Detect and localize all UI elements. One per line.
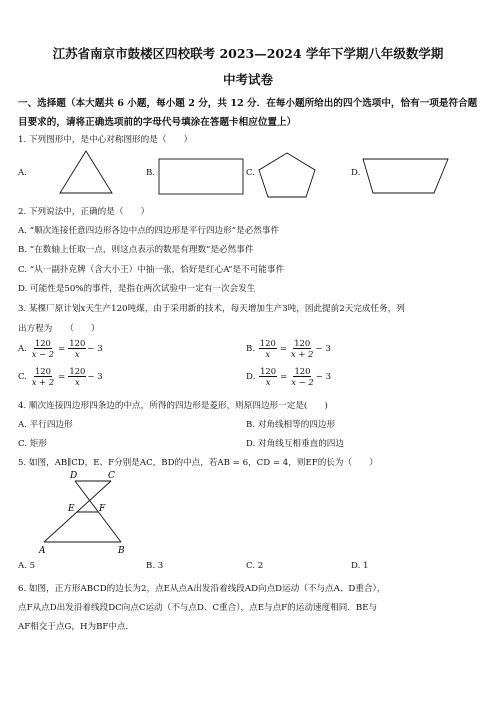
q4-option-b: B. 对角线相等的四边形 <box>246 420 336 430</box>
q2-option-b: B. “在数轴上任取一点，则这点表示的数是有理数”是必然事件 <box>18 245 254 255</box>
q6-line1: 6. 如图，正方形ABCD的边长为2，点E从点A出发沿着线段AD向点D运动（不与点A、D重合）， <box>18 584 386 594</box>
q3-stem-line1: 3. 某棵厂原计划x天生产120吨煤，由于采用新的技术，每天增加生产3吨，因此提前2天完成任务，列 <box>18 304 405 314</box>
q3-option-b: B. $\frac{120}{x}$ = $\frac{120}{x + 2}$ − 3 <box>246 338 331 359</box>
label-a: A <box>39 546 46 556</box>
q1-option-c-label: C. <box>246 168 256 178</box>
q3-option-c: C. $\frac{120}{x + 2}$ = $\frac{120}{x}$ − 3 <box>18 366 103 387</box>
q3-option-a: A. $\frac{120}{x - 2}$ = $\frac{120}{x}$ − 3 <box>18 338 103 359</box>
segment-bd <box>75 481 121 542</box>
q5-option-a: A. 5 <box>18 561 36 571</box>
label-e: E <box>68 504 75 514</box>
q1-option-b-label: B. <box>146 168 156 178</box>
q6-line2: 点F从点D出发沿着线段DC向点C运动（不与点D、C重合），点E与点F的运动速度相同．BE与 <box>18 603 378 613</box>
q3-stem-line2: 出方程为 （ ） <box>18 324 100 334</box>
q1-stem: 1. 下列图形中，是中心对称图形的是（ ） <box>18 135 193 145</box>
q1-option-a-label: A. <box>18 168 27 178</box>
q4-option-a: A. 平行四边形 <box>18 420 73 430</box>
section-heading: 一、选择题（本大题共 6 小题，每小题 2 分，共 12 分．在每小题所给出的四个选项中，恰有一项是符合题目要求的，请将正确选项前的字母代号填涂在答题卡相应位置上） <box>18 98 478 128</box>
label-f: F <box>99 504 106 514</box>
label-d: D <box>70 471 78 481</box>
q5-stem: 5. 如图，AB∥CD，E、F分别是AC，BD的中点，若AB = 6，CD = 4，则EF的长为（ ） <box>18 458 378 468</box>
exam-title-line2: 中考试卷 <box>222 72 273 87</box>
q4-option-c: C. 矩形 <box>18 439 47 449</box>
q5-option-d: D. 1 <box>351 561 369 571</box>
q4-option-d: D. 对角线互相垂直的四边 <box>246 439 344 449</box>
label-b: B <box>118 546 125 556</box>
q3-option-d: D. $\frac{120}{x}$ = $\frac{120}{x - 2}$ − 3 <box>246 366 332 387</box>
q2-option-a: A. “顺次连接任意四边形各边中点的四边形是平行四边形”是必然事件 <box>18 226 280 236</box>
label-c: C <box>108 471 115 481</box>
q6-line3: AF相交于点G，H为BF中点． <box>18 622 135 632</box>
q1-option-d-label: D. <box>351 168 361 178</box>
q4-stem: 4. 顺次连接四边形四条边的中点，所得的四边形是菱形，则原四边形一定是( ) <box>18 401 328 411</box>
exam-title-line1: 江苏省南京市鼓楼区四校联考 2023—2024 学年下学期八年级数学期 <box>52 46 444 61</box>
q2-option-d: D. 可能性是50%的事件，是指在两次试验中一定有一次会发生 <box>18 284 256 294</box>
q2-stem: 2. 下列说法中，正确的是（ ） <box>18 207 150 217</box>
q2-option-c: C. “从一副扑克牌（含大小王）中抽一张，恰好是红心A”是不可能事件 <box>18 265 285 275</box>
q5-option-b: B. 3 <box>146 561 164 571</box>
q5-option-c: C. 2 <box>246 561 264 571</box>
